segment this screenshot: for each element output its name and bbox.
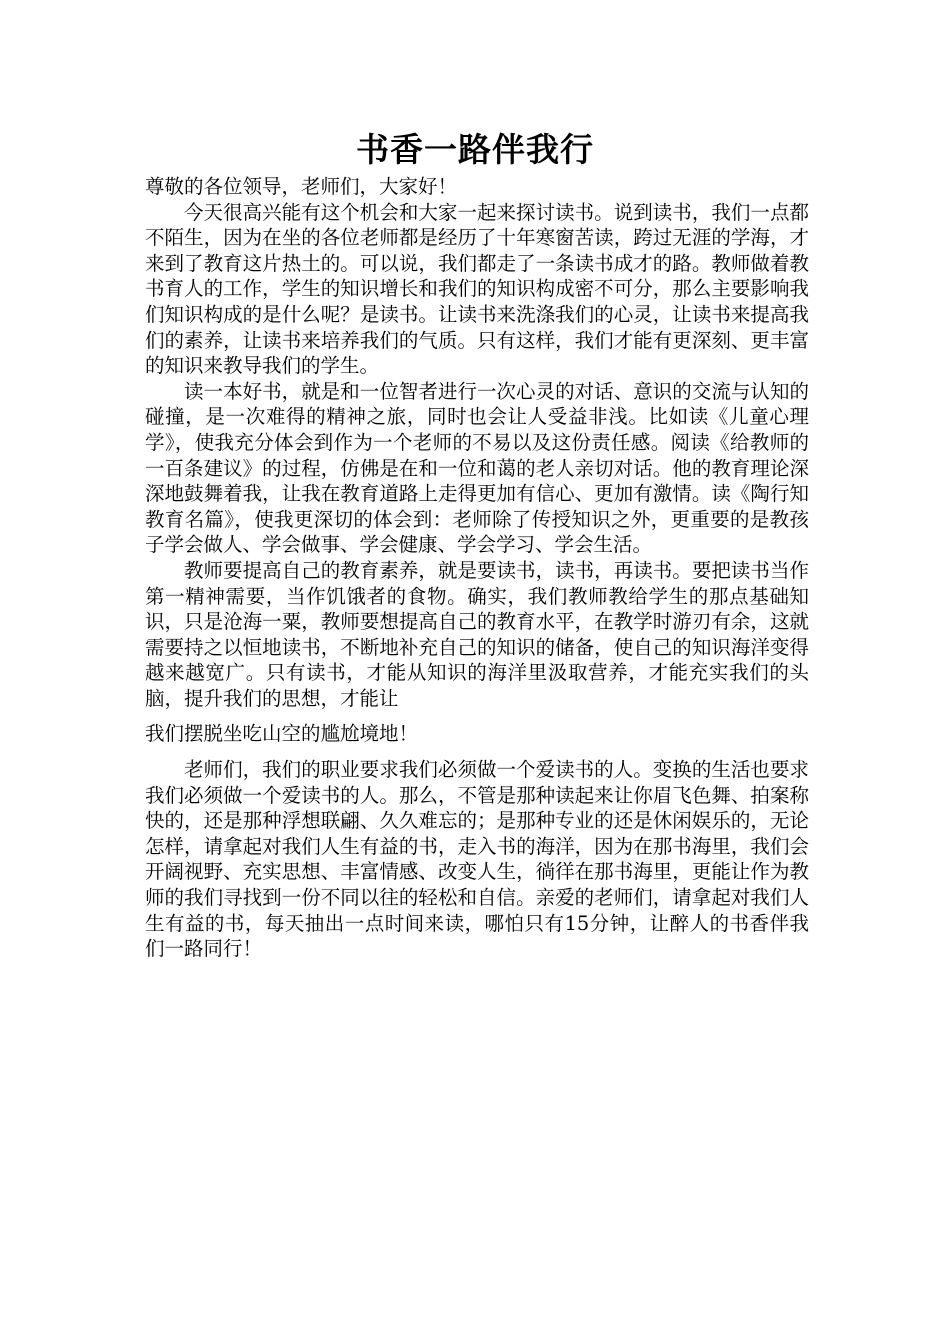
paragraph-good-books: 读一本好书，就是和一位智者进行一次心灵的对话、意识的交流与认知的碰撞，是一次难得的精神之旅，同时也会让人受益非浅。比如读《儿童心理学》，使我充分体会到作为一个老师的不易以及这份责任感。阅读《给教师的一百条建议》的过程，仿佛是在和一位和蔼的老人亲切对话。他的教育理论深深地鼓舞着我，让我在教育道路上走得更加有信心、更加有激情。读《陶行知教育名篇》，使我更深切的体会到：老师除了传授知识之外，更重要的是教孩子学会做人、学会做事、学会健康、学会学习、学会生活。 xyxy=(145,379,809,557)
document-body xyxy=(145,174,809,962)
paragraph-continuation: 我们摆脱坐吃山空的尴尬境地！ xyxy=(145,722,419,746)
paragraph-closing: 老师们，我们的职业要求我们必须做一个爱读书的人。变换的生活也要求我们必须做一个爱读书的人。那么，不管是那种读起来让你眉飞色舞、拍案称快的，还是那种浮想联翩、久久难忘的；是那种专业的还是休闲娱乐的，无论怎样，请拿起对我们人生有益的书，走入书的海洋，因为在那书海里，我们会开阔视野、充实思想、丰富情感、改变人生，徜徉在那书海里，更能让作为教师的我们寻找到一份不同以往的轻松和自信。亲爱的老师们，请拿起对我们人生有益的书，每天抽出一点时间来读，哪怕只有15分钟，让醉人的书香伴我们一路同行！ xyxy=(145,758,809,961)
paragraph-teacher-literacy: 教师要提高自己的教育素养，就是要读书，读书，再读书。要把读书当作第一精神需要，当作饥饿者的食物。确实，我们教师教给学生的那点基础知识，只是沧海一粟，教师要想提高自己的教育水平，在教学时游刃有余，这就需要持之以恒地读书，不断地补充自己的知识的储备，使自己的知识海洋变得越来越宽广。只有读书，才能从知识的海洋里汲取营养，才能充实我们的头脑，提升我们的思想，才能让 xyxy=(145,558,809,710)
paragraph-intro: 今天很高兴能有这个机会和大家一起来探讨读书。说到读书，我们一点都不陌生，因为在坐的各位老师都是经历了十年寒窗苦读，跨过无涯的学海，才来到了教育这片热土的。可以说，我们都走了一条读书成才的路。教师做着教书育人的工作，学生的知识增长和我们的知识构成密不可分，那么主要影响我们知识构成的是什么呢？是读书。让读书来洗涤我们的心灵，让读书来提高我们的素养，让读书来培养我们的气质。只有这样，我们才能有更深刻、更丰富的知识来教导我们的学生。 xyxy=(145,200,809,378)
document-title: 书香一路伴我行 xyxy=(356,130,594,169)
greeting-line: 尊敬的各位领导，老师们，大家好！ xyxy=(145,175,458,198)
